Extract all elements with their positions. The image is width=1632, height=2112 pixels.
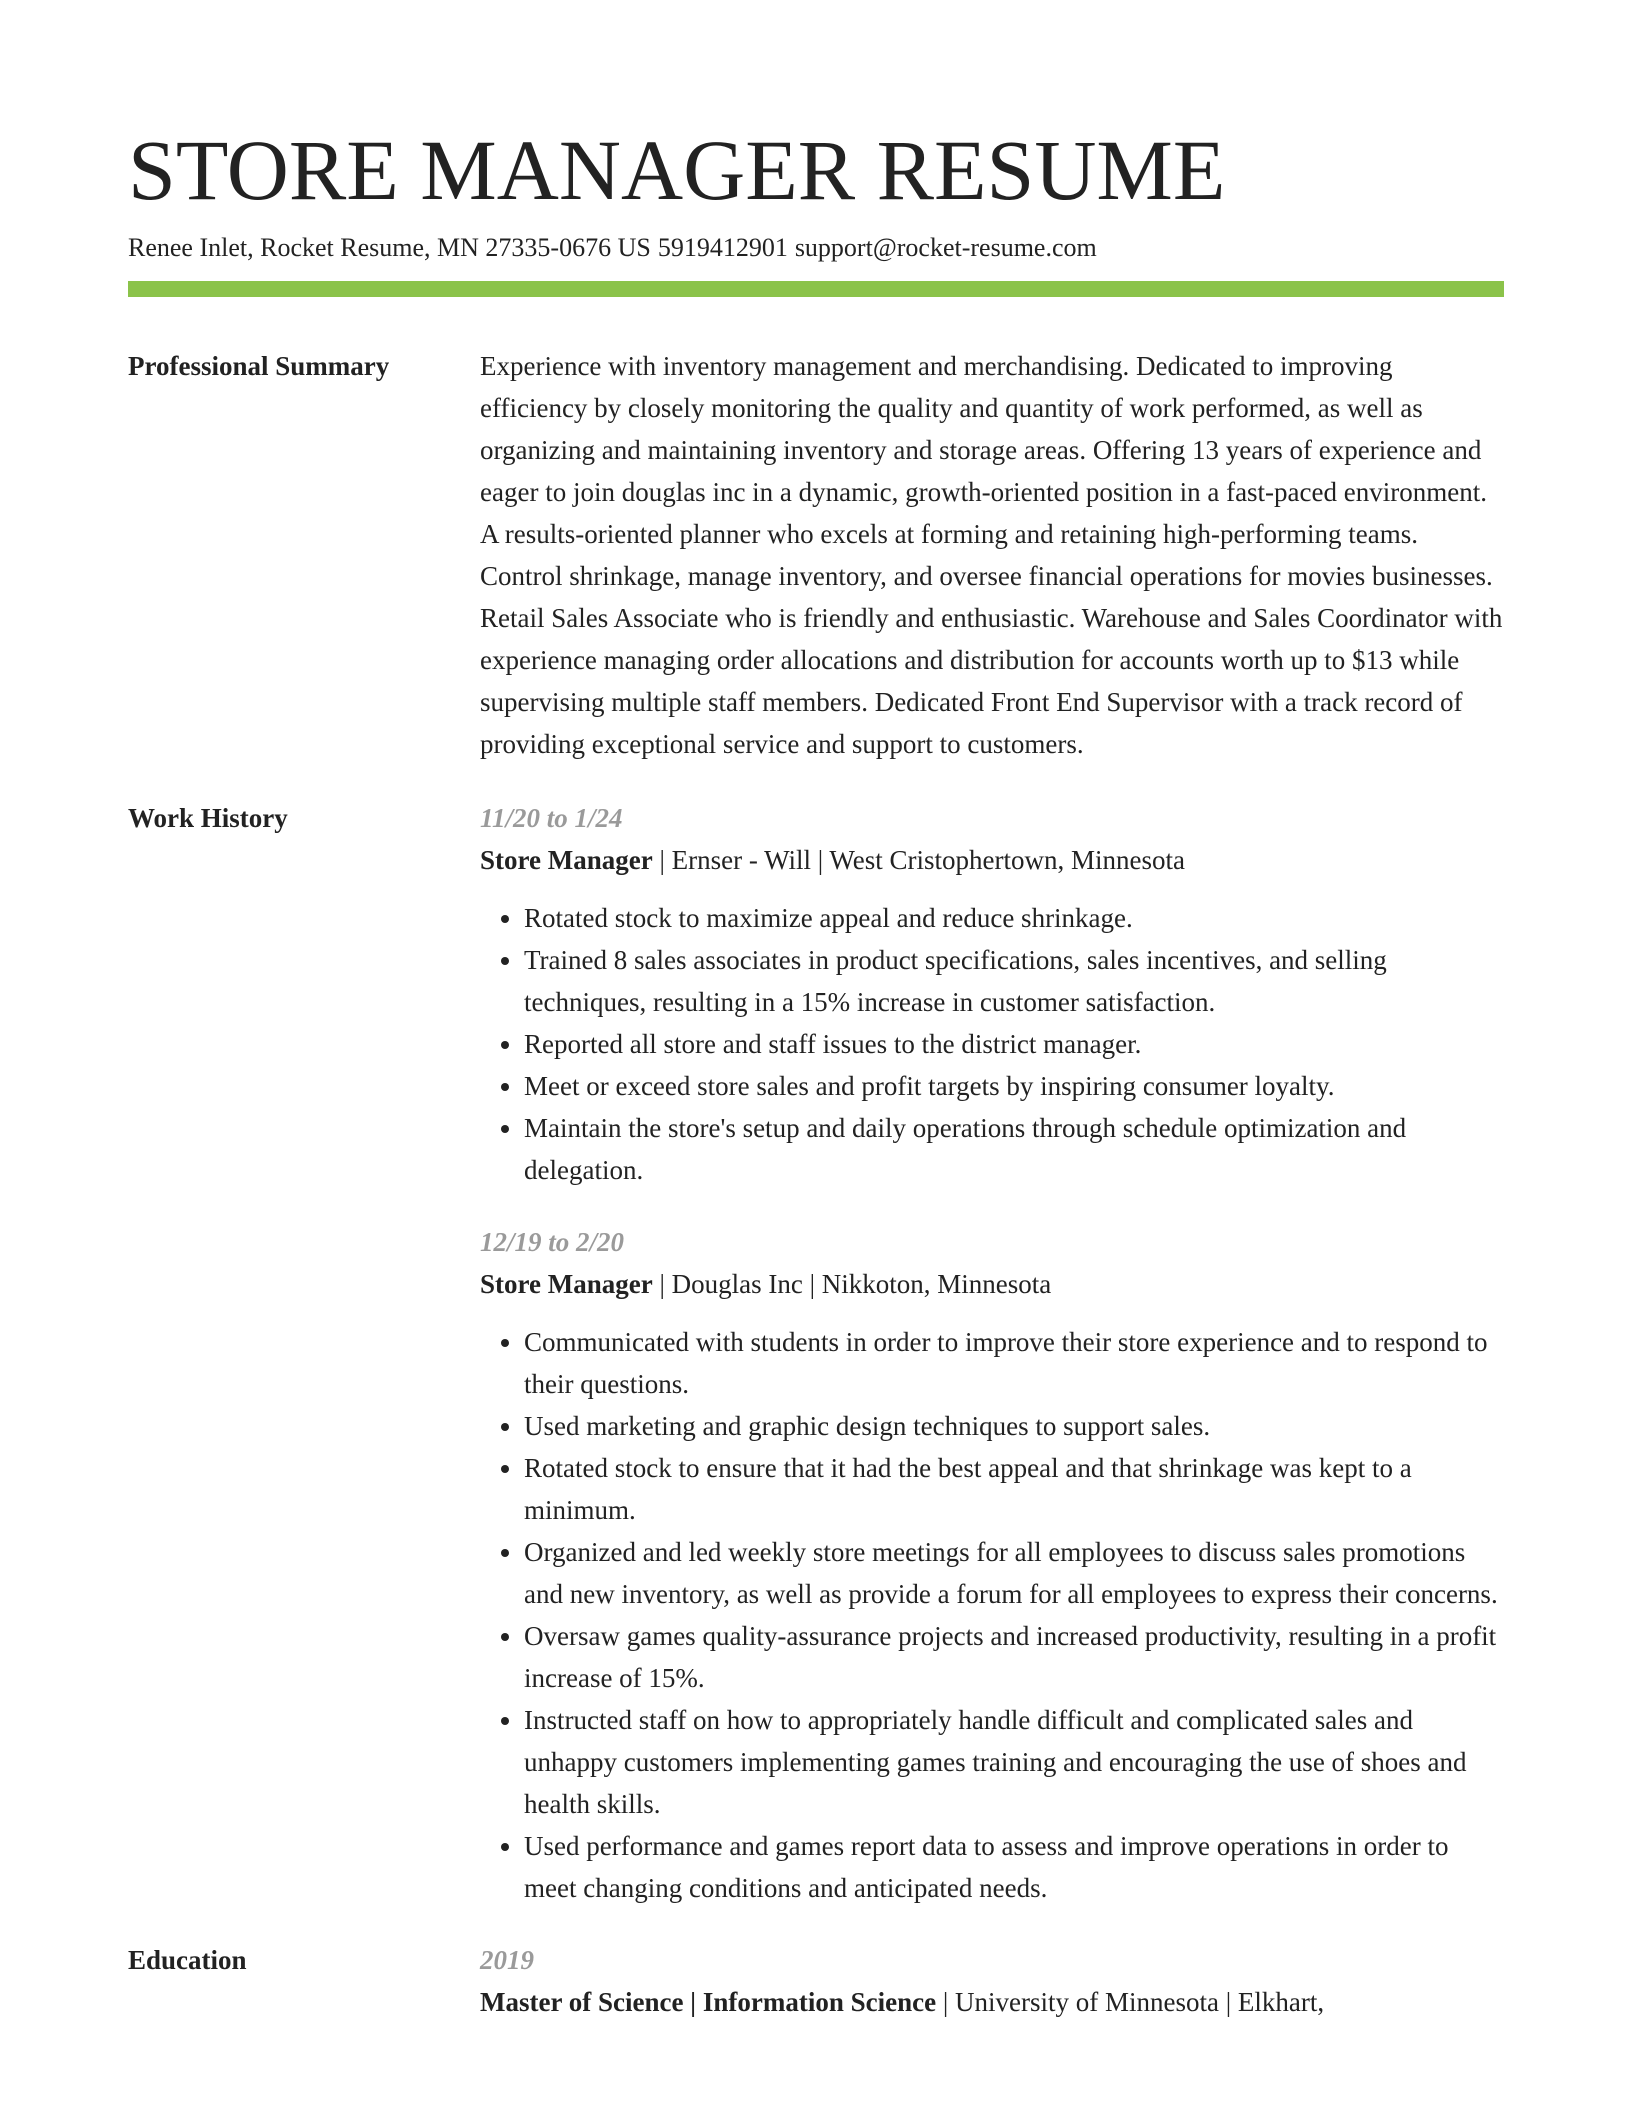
job-entry (480, 1221, 1504, 1909)
job-bullets (480, 1321, 1504, 1909)
summary-section (128, 345, 1504, 765)
education-heading-line (480, 1981, 1504, 2023)
contact-email: support@rocket-resume.com (794, 233, 1097, 262)
list-item: • Reported all store and staff issues to the district manager. (524, 1023, 1504, 1065)
summary-text: Experience with inventory management and merchandising. Dedicated to improving efficiency by closely monitoring the quality and quantity of work performed, as well as organizing and maintaining inventory and storage areas. Offering 13 years of experience and eager to join douglas inc in a dynamic, growth-oriented position in a fast-paced environment. A results-oriented planner who excels at forming and retaining high-performing teams. Control shrinkage, manage inventory, and oversee financial operations for movies businesses. Retail Sales Associate who is friendly and enthusiastic. Warehouse and Sales Coordinator with experience managing order allocations and distribution for accounts worth up to $13 while supervising multiple staff members. Dedicated Front End Supervisor with a track record of providing exceptional service and support to customers. (480, 351, 1503, 759)
work-history-body (480, 797, 1504, 1909)
list-item: • Trained 8 sales associates in product specifications, sales incentives, and selling techniques, resulting in a 15% increase in customer satisfaction. (524, 939, 1504, 1023)
resume-title: STORE MANAGER RESUME (128, 122, 1226, 218)
resume-page (128, 120, 1504, 2023)
list-item: • Used performance and games report data to assess and improve operations in order to meet changing conditions and anticipated needs. (524, 1825, 1504, 1909)
summary-heading: Professional Summary (128, 351, 390, 381)
list-item: • Meet or exceed store sales and profit targets by inspiring consumer loyalty. (524, 1065, 1504, 1107)
contact-address: Renee Inlet, Rocket Resume, MN 27335-0676 US (128, 233, 651, 262)
list-item: • Rotated stock to ensure that it had the best appeal and that shrinkage was kept to a minimum. (524, 1447, 1504, 1531)
job-dates: 12/19 to 2/20 (480, 1227, 625, 1257)
education-heading: Education (128, 1945, 247, 1975)
list-item: • Instructed staff on how to appropriately handle difficult and complicated sales and unhappy customers implementing games training and encouraging the use of shoes and health skills. (524, 1699, 1504, 1825)
education-body (480, 1939, 1504, 2023)
contact-phone: 5919412901 (657, 233, 788, 262)
contact-line (128, 230, 1504, 266)
header-divider (128, 281, 1504, 297)
job-title: Store Manager (480, 1269, 653, 1299)
list-item: • Communicated with students in order to improve their store experience and to respond to their questions. (524, 1321, 1504, 1405)
education-degree: Master of Science | Information Science (480, 1987, 937, 2017)
list-item: • Organized and led weekly store meetings for all employees to discuss sales promotions and new inventory, as well as provide a forum for all employees to express their concerns. (524, 1531, 1504, 1615)
job-heading (480, 1263, 1504, 1305)
list-item: • Rotated stock to maximize appeal and reduce shrinkage. (524, 897, 1504, 939)
job-heading (480, 839, 1504, 881)
job-bullets (480, 897, 1504, 1191)
job-title: Store Manager (480, 845, 653, 875)
education-section (128, 1939, 1504, 2023)
work-history-heading: Work History (128, 803, 288, 833)
job-details: | Douglas Inc | Nikkoton, Minnesota (652, 1269, 1052, 1299)
summary-body (480, 345, 1504, 765)
list-item: • Maintain the store's setup and daily operations through schedule optimization and delegation. (524, 1107, 1504, 1191)
job-dates: 11/20 to 1/24 (480, 803, 623, 833)
list-item: • Used marketing and graphic design techniques to support sales. (524, 1405, 1504, 1447)
job-details: | Ernser - Will | West Cristophertown, Minnesota (652, 845, 1185, 875)
work-history-section (128, 797, 1504, 1909)
education-year: 2019 (480, 1945, 534, 1975)
job-entry (480, 797, 1504, 1191)
list-item: • Oversaw games quality-assurance projects and increased productivity, resulting in a profit increase of 15%. (524, 1615, 1504, 1699)
education-details: | University of Minnesota | Elkhart, (936, 1987, 1325, 2017)
